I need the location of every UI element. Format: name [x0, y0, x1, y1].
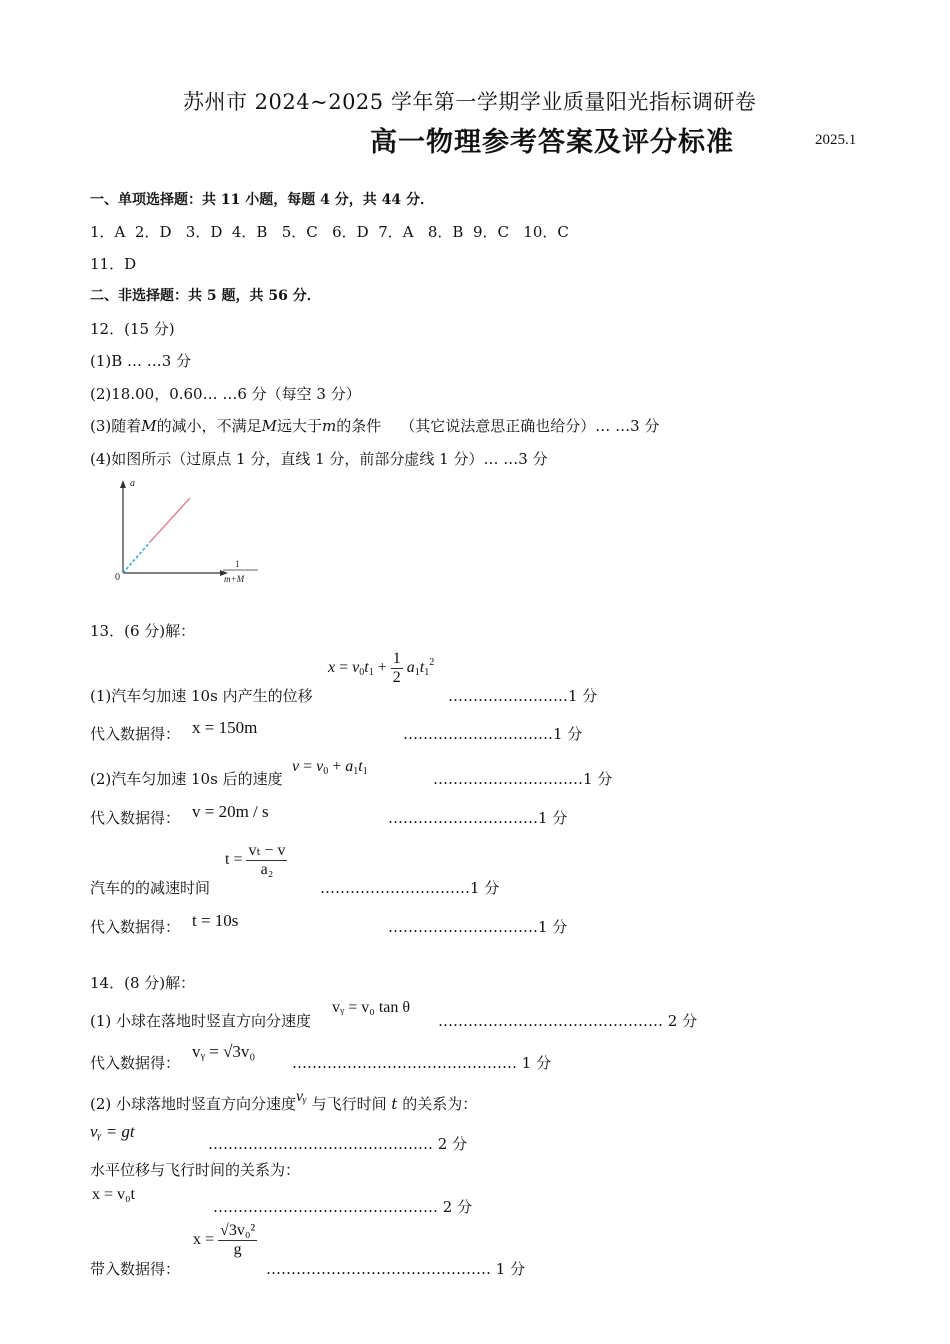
- q13-line4-formula: v = 20m / s: [192, 802, 269, 821]
- section2-heading: 二、非选择题：共 5 题，共 56 分．: [90, 288, 321, 304]
- q14-line5-text: 水平位移与飞行时间的关系为：: [90, 1161, 301, 1179]
- q13-line1-text: (1)汽车匀加速 10s 内产生的位移: [90, 687, 313, 705]
- q12-part3-M2: M: [261, 417, 277, 435]
- q12-part1: (1)B … …3 分: [90, 352, 192, 370]
- q14-line4-score: ……………………………………… 2 分: [208, 1135, 468, 1153]
- q14-line2-text: 代入数据得：: [90, 1054, 181, 1072]
- q14-line3-text-a: (2) 小球落地时竖直方向分速度: [90, 1095, 297, 1113]
- graph-solid-line: [150, 498, 190, 542]
- q13-line2-text: 代入数据得：: [90, 725, 181, 743]
- q13-line5-score: …………………………1 分: [320, 879, 500, 897]
- q14-line1-formula: vᵧ = v₀ tan θ: [332, 999, 411, 1016]
- graph-x-label-den: m+M: [224, 574, 245, 584]
- document-subtitle: 高一物理参考答案及评分标准: [370, 127, 734, 158]
- q13-line6-score: …………………………1 分: [388, 918, 568, 936]
- q14-line6-formula: x = v₀t: [92, 1186, 136, 1203]
- decel-num: vₜ − v: [248, 842, 286, 859]
- x-num: √3v₀²: [220, 1222, 256, 1239]
- section1-heading: 一、单项选择题：共 11 小题，每题 4 分，共 44 分．: [90, 192, 434, 208]
- half-den: 2: [392, 668, 401, 686]
- q12-part3-text-b: 的减小，不满足: [156, 417, 262, 435]
- q13-line2-formula: x = 150m: [192, 718, 258, 737]
- q12-part2: (2)18.00，0.60… …6 分（每空 3 分）: [90, 385, 361, 403]
- q12-title: 12．(15 分): [90, 320, 175, 338]
- half-num: 1: [392, 650, 401, 667]
- q13-line3-score: …………………………1 分: [433, 770, 613, 788]
- q13-title: 13．(6 分)解：: [90, 622, 196, 640]
- q14-line4-formula: vᵧ = gt: [90, 1122, 135, 1141]
- q14-line1-score: ……………………………………… 2 分: [438, 1012, 698, 1030]
- q14-line3: [90, 1088, 478, 1114]
- graph-dashed-line: [123, 542, 150, 573]
- q13-line6-formula: t = 10s: [192, 911, 239, 930]
- mc-answers-line1: 1．A 2．D 3．D 4．B 5．C 6．D 7．A 8．B 9．C 10．C: [90, 223, 569, 241]
- q13-line1-score: ……………………1 分: [448, 687, 598, 705]
- document-title: 苏州市 2024~2025 学年第一学期学业质量阳光指标调研卷: [183, 90, 757, 114]
- q14-line3-var: vᵧ: [296, 1088, 307, 1105]
- q13-line4-text: 代入数据得：: [90, 809, 181, 827]
- graph-origin-label: 0: [115, 572, 120, 583]
- mc-answers-line2: 11．D: [90, 255, 137, 273]
- q14-line3-text-c: 的关系为：: [402, 1095, 478, 1113]
- q13-formula-displacement: $x = v_0t_1$ + $\frac{1}{2}$ $a_1t_1^2$: [328, 650, 435, 686]
- q14-line7-score: ……………………………………… 1 分: [266, 1260, 526, 1278]
- q14-title: 14．(8 分)解：: [90, 974, 196, 992]
- q13-line4-score: …………………………1 分: [388, 809, 568, 827]
- x-lhs: x =: [193, 1230, 215, 1248]
- q12-graph: [110, 478, 270, 590]
- q12-part3-text-d: 的条件 （其它说法意思正确也给分）… …3 分: [336, 417, 660, 435]
- q14-line7-text: 带入数据得：: [90, 1260, 181, 1278]
- q13-line5-formula: [225, 842, 287, 878]
- t-lhs: t =: [225, 850, 243, 868]
- q14-line2-formula: vᵧ = √3v₀: [192, 1042, 256, 1061]
- document-date: 2025.1: [815, 132, 857, 148]
- q12-part3-text-c: 远大于: [276, 417, 322, 435]
- q12-part3-m: m: [322, 417, 337, 435]
- q13-line5-text: 汽车的的减速时间: [90, 879, 211, 897]
- q12-part3-text-a: (3)随着: [90, 417, 142, 435]
- q14-line1-text: (1) 小球在落地时竖直方向分速度: [90, 1012, 312, 1030]
- q13-line3-text: (2)汽车匀加速 10s 后的速度: [90, 770, 283, 788]
- q12-part4: (4)如图所示（过原点 1 分，直线 1 分，前部分虚线 1 分）… …3 分: [90, 450, 548, 468]
- graph-y-arrow: [120, 480, 126, 488]
- q12-part3-M1: M: [141, 417, 157, 435]
- q14-line3-text-b: 与飞行时间: [311, 1095, 387, 1113]
- q13-line6-text: 代入数据得：: [90, 918, 181, 936]
- q14-line7-formula: [193, 1222, 257, 1258]
- q14-line3-t: t: [391, 1095, 398, 1113]
- q13-line2-score: …………………………1 分: [403, 725, 583, 743]
- q14-line2-score: ……………………………………… 1 分: [292, 1054, 552, 1072]
- graph-y-label: a: [130, 478, 135, 489]
- q13-line3-formula: $v = v_0 + a_1t_1$: [292, 758, 368, 777]
- x-den: g: [233, 1240, 242, 1258]
- graph-x-label-num: 1: [235, 559, 240, 569]
- decel-den: a₂: [260, 860, 274, 878]
- q14-line6-score: ……………………………………… 2 分: [213, 1198, 473, 1216]
- q12-part3: [90, 415, 659, 436]
